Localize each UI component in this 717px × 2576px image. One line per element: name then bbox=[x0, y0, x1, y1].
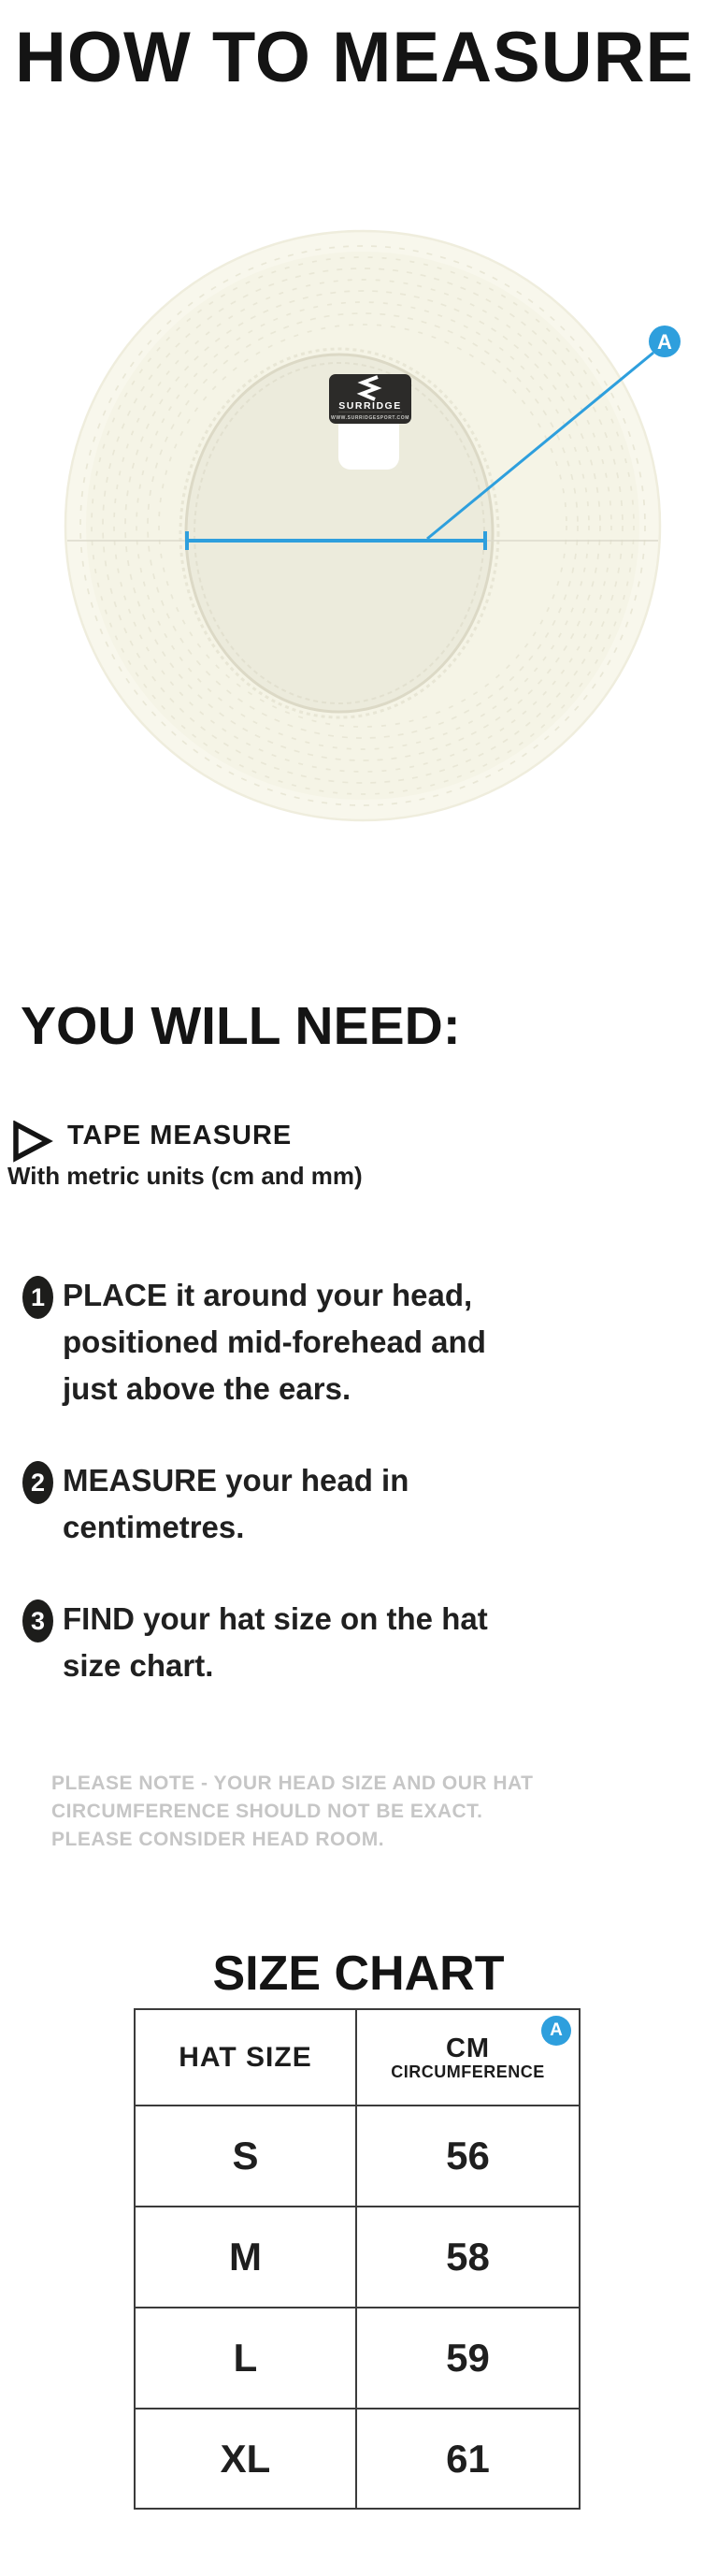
step-1-line-3: just above the ears. bbox=[63, 1371, 351, 1406]
table-row-s-cm-cell bbox=[357, 2105, 579, 2206]
size-chart-heading: SIZE CHART bbox=[212, 1946, 505, 2001]
tape-measure-detail: With metric units (cm and mm) bbox=[7, 1162, 363, 1190]
table-row-m-size-cell bbox=[136, 2206, 357, 2307]
tape-measure-name: TAPE MEASURE bbox=[67, 1121, 293, 1151]
step-1-number-badge: 1 bbox=[22, 1276, 53, 1319]
size-m-cm-value: 58 bbox=[446, 2235, 490, 2279]
marker-a-label: A bbox=[657, 330, 672, 354]
header-hat-size-label: HAT SIZE bbox=[179, 2041, 312, 2073]
step-1-line-2: positioned mid-forehead and bbox=[63, 1324, 486, 1359]
page-title: HOW TO MEASURE bbox=[15, 18, 695, 97]
head-room-note bbox=[51, 1770, 533, 1854]
table-row-s-size-cell bbox=[136, 2105, 357, 2206]
table-row-l-cm-cell bbox=[357, 2307, 579, 2408]
surridge-label-name: SURRIDGE bbox=[338, 400, 402, 412]
step-1-text bbox=[63, 1272, 486, 1412]
step-3-line-2: size chart. bbox=[63, 1648, 214, 1683]
table-row-xl-cm-cell bbox=[357, 2408, 579, 2508]
size-s-label: S bbox=[232, 2134, 259, 2178]
note-line-1: PLEASE NOTE - YOUR HEAD SIZE AND OUR HAT bbox=[51, 1773, 534, 1794]
step-2-line-1: MEASURE your head in bbox=[63, 1463, 409, 1498]
header-hat-size-cell bbox=[136, 2010, 357, 2105]
size-m-label: M bbox=[229, 2235, 262, 2279]
step-3 bbox=[22, 1596, 488, 1689]
surridge-label-url: WWW.SURRIDGESPORT.COM bbox=[331, 415, 409, 421]
table-row-m-cm-cell bbox=[357, 2206, 579, 2307]
step-1-line-1: PLACE it around your head, bbox=[63, 1278, 473, 1312]
note-line-3: PLEASE CONSIDER HEAD ROOM. bbox=[51, 1829, 385, 1850]
hat-top-view-diagram bbox=[0, 0, 717, 889]
size-xl-cm-value: 61 bbox=[446, 2436, 490, 2481]
header-circumference-label: CIRCUMFERENCE bbox=[391, 2062, 545, 2081]
step-2-text bbox=[63, 1457, 409, 1551]
table-marker-a-badge: A bbox=[541, 2016, 571, 2046]
step-3-number-badge: 3 bbox=[22, 1599, 53, 1643]
size-l-label: L bbox=[233, 2336, 258, 2380]
size-s-cm-value: 56 bbox=[446, 2134, 490, 2178]
size-chart-table bbox=[134, 2008, 581, 2510]
step-3-text bbox=[63, 1596, 488, 1689]
step-2-line-2: centimetres. bbox=[63, 1510, 245, 1544]
step-2 bbox=[22, 1457, 409, 1551]
header-cm-label: CM bbox=[445, 2033, 491, 2063]
step-2-number-badge: 2 bbox=[22, 1461, 53, 1504]
surridge-label bbox=[329, 374, 411, 424]
note-line-2: CIRCUMFERENCE SHOULD NOT BE EXACT. bbox=[51, 1801, 483, 1822]
table-row-xl-size-cell bbox=[136, 2408, 357, 2508]
marker-a-badge bbox=[649, 326, 681, 357]
step-3-line-1: FIND your hat size on the hat bbox=[63, 1601, 488, 1636]
header-cm-cell bbox=[357, 2010, 579, 2105]
tape-measure-arrow-icon bbox=[12, 1121, 53, 1164]
you-will-need-heading: YOU WILL NEED: bbox=[21, 996, 461, 1056]
size-xl-label: XL bbox=[220, 2436, 271, 2481]
step-1 bbox=[22, 1272, 486, 1412]
size-l-cm-value: 59 bbox=[446, 2336, 490, 2380]
table-row-l-size-cell bbox=[136, 2307, 357, 2408]
